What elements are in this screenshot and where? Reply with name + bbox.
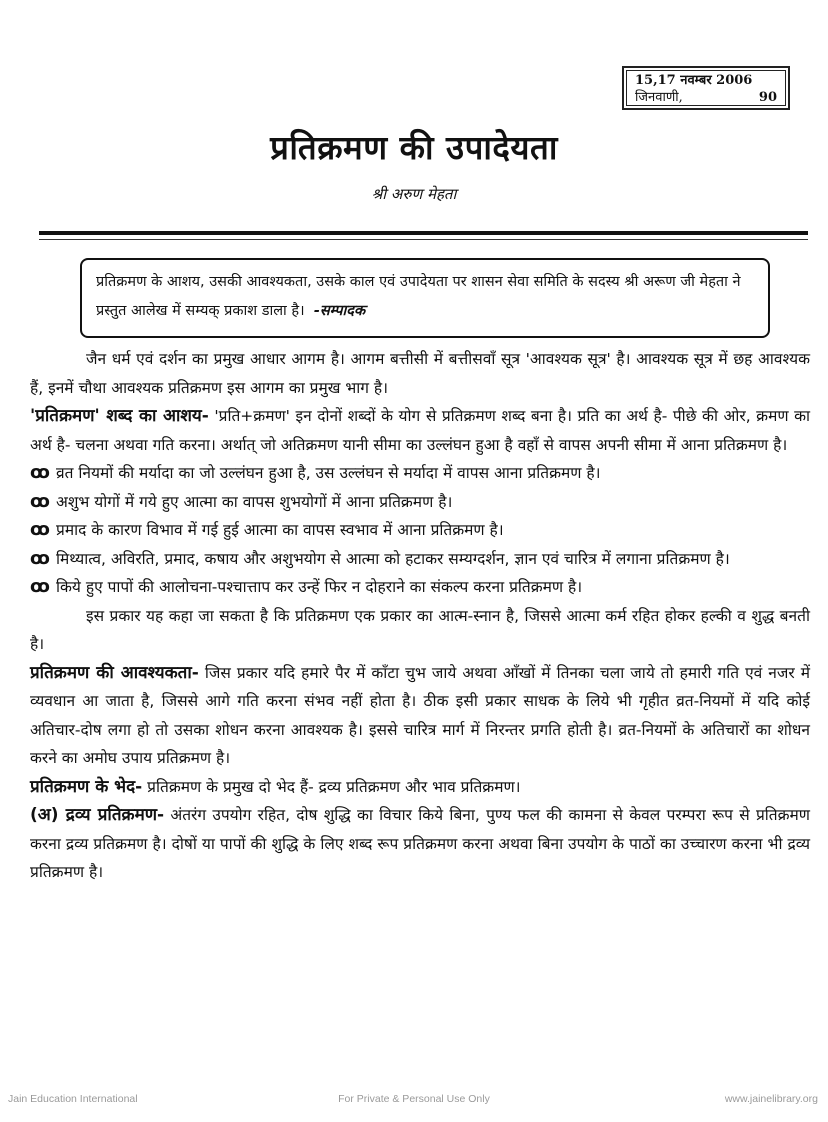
editor-note-box bbox=[80, 258, 770, 338]
article-body bbox=[30, 345, 810, 887]
divider-thick bbox=[39, 231, 808, 235]
necessity-paragraph bbox=[30, 659, 810, 773]
list-item bbox=[30, 573, 810, 602]
list-item-text: मिथ्यात्व, अविरति, प्रमाद, कषाय और अशुभयोग से आत्मा को हटाकर सम्यग्दर्शन, ज्ञान एवं चारित्र में लगाना प्रतिक्रमण है। bbox=[56, 549, 730, 568]
editor-note-text: प्रतिक्रमण के आशय, उसकी आवश्यकता, उसके काल एवं उपादेयता पर शासन सेवा समिति के सदस्य श्री अरूण जी मेहता ने प्रस्तुत आलेख में सम्यक् प्रकाश डाला है। bbox=[96, 274, 741, 319]
list-item bbox=[30, 488, 810, 517]
dravya-paragraph bbox=[30, 801, 810, 887]
footer-website-link[interactable]: www.jainelibrary.org bbox=[724, 1093, 818, 1105]
editor-signature: -सम्पादक bbox=[313, 303, 366, 319]
issue-date: 15,17 नवम्बर 2006 bbox=[635, 73, 753, 88]
list-item bbox=[30, 516, 810, 545]
necessity-heading: प्रतिक्रमण की आवश्यकता- bbox=[30, 662, 199, 683]
knot-bullet-icon: ꝏ bbox=[30, 490, 50, 512]
types-text: प्रतिक्रमण के प्रमुख दो भेद हैं- द्रव्य प्रतिक्रमण और भाव प्रतिक्रमण। bbox=[142, 777, 521, 796]
knot-bullet-icon: ꝏ bbox=[30, 519, 50, 540]
article-author: श्री अरुण मेहता bbox=[371, 185, 457, 203]
types-heading: प्रतिक्रमण के भेद- bbox=[30, 776, 143, 797]
divider-thin bbox=[39, 239, 808, 240]
dravya-text: अंतरंग उपयोग रहित, दोष शुद्धि का विचार किये बिना, पुण्य फल की कामना से केवल परम्परा रूप से प्रतिक्रमण करना द्रव्य प्रतिक्रमण है। दोषों या पापों की शुद्धि के लिए शब्द रूप प्रतिक्रमण करना अथवा बिना उपयोग के पाठों का उच्चारण करना भी द्रव्य प्रतिक्रमण है। bbox=[30, 806, 810, 881]
conclusion-paragraph: इस प्रकार यह कहा जा सकता है कि प्रतिक्रमण एक प्रकार का आत्म-स्नान है, जिससे आत्मा कर्म रहित होकर हल्की व शुद्ध बनती है। bbox=[30, 606, 810, 653]
necessity-text: जिस प्रकार यदि हमारे पैर में काँटा चुभ जाये अथवा आँखों में तिनका चला जाये तो हमारी गति एवं नजर में व्यवधान आ जाता है, जिससे आगे गति करना संभव नहीं होता है। ठीक इसी प्रकार साधक के लिये भी गृहीत व्रत-नियमों में यदि कोई अतिचार-दोष लगा हो तो उसका शोधन करना आवश्यक है। इससे चारित्र मार्ग में निरन्तर प्रगति होती है। व्रत-नियमों के अतिचारों का शोधन करने का अमोघ उपाय प्रतिक्रमण है। bbox=[30, 663, 810, 767]
meaning-text: 'प्रति+क्रमण' इन दोनों शब्दों के योग से प्रतिक्रमण शब्द बना है। प्रति का अर्थ है- पीछे की ओर, क्रमण का अर्थ है- चलना अथवा गति करना। अर्थात् जो अतिक्रमण यानी सीमा का उल्लंघन हुआ है वहाँ से वापस अपनी सीमा में आना प्रतिक्रमण है। bbox=[30, 407, 811, 454]
publication-name: जिनवाणी, bbox=[635, 90, 683, 105]
list-item-text: व्रत नियमों की मर्यादा का जो उल्लंघन हुआ है, उस उल्लंघन से मर्यादा में वापस आना प्रतिक्रमण है। bbox=[56, 464, 601, 482]
list-item-text: किये हुए पापों की आलोचना-पश्चात्ताप कर उन्हें फिर न दोहराने का संकल्प करना प्रतिक्रमण है। bbox=[56, 578, 583, 596]
types-paragraph bbox=[30, 773, 810, 802]
dravya-heading: (अ) द्रव्य प्रतिक्रमण- bbox=[30, 805, 165, 825]
issue-info-box bbox=[622, 66, 790, 110]
knot-bullet-icon: ꝏ bbox=[30, 547, 50, 569]
footer-usage-note: For Private & Personal Use Only bbox=[338, 1093, 490, 1105]
article-title: प्रतिक्रमण की उपादेयता bbox=[270, 128, 558, 167]
list-item bbox=[30, 545, 810, 574]
meaning-paragraph bbox=[30, 402, 810, 459]
meaning-heading: 'प्रतिक्रमण' शब्द का आशय- bbox=[30, 406, 209, 426]
list-item-text: अशुभ योगों में गये हुए आत्मा का वापस शुभयोगों में आना प्रतिक्रमण है। bbox=[56, 492, 453, 511]
list-item bbox=[30, 459, 810, 488]
knot-bullet-icon: ꝏ bbox=[30, 576, 50, 597]
page-footer bbox=[0, 1093, 828, 1109]
page-number: 90 bbox=[758, 90, 777, 105]
intro-paragraph: जैन धर्म एवं दर्शन का प्रमुख आधार आगम है। आगम बत्तीसी में बत्तीसवाँ सूत्र 'आवश्यक सूत्र' है। आवश्यक सूत्र में छह आवश्यक हैं, इनमें चौथा आवश्यक प्रतिक्रमण इस आगम का प्रमुख भाग है। bbox=[30, 350, 810, 397]
knot-bullet-icon: ꝏ bbox=[30, 462, 50, 483]
footer-publisher: Jain Education International bbox=[8, 1093, 138, 1105]
list-item-text: प्रमाद के कारण विभाव में गई हुई आत्मा का वापस स्वभाव में आना प्रतिक्रमण है। bbox=[56, 521, 504, 539]
